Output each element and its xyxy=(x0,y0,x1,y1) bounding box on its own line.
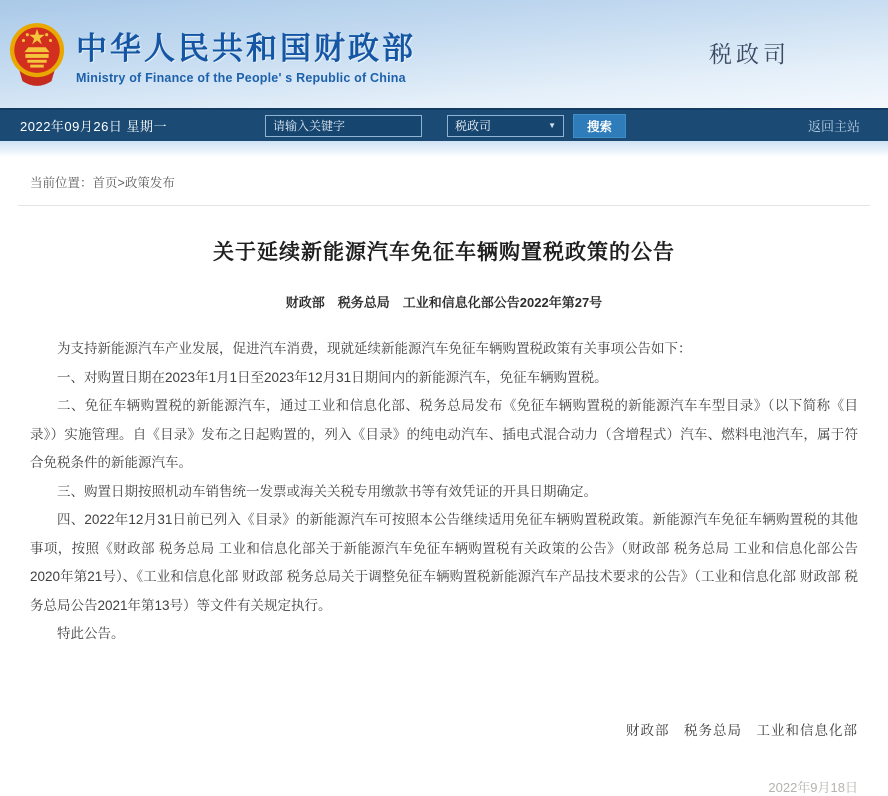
navbar xyxy=(0,108,888,141)
brand xyxy=(0,18,416,90)
document-number: 财政部 税务总局 工业和信息化部公告2022年第27号 xyxy=(285,295,603,310)
search-button[interactable]: 搜索 xyxy=(573,114,626,138)
article-paragraph: 为支持新能源汽车产业发展，促进汽车消费，现就延续新能源汽车免征车辆购置税政策有关事项公告如下： xyxy=(57,341,692,356)
article-paragraph: 特此公告。 xyxy=(57,626,125,641)
breadcrumb-path[interactable]: 首页>政策发布 xyxy=(92,176,175,190)
article-paragraph: 三、购置日期按照机动车销售统一发票或海关关税专用缴款书等有效凭证的开具日期确定。 xyxy=(57,483,597,499)
breadcrumb-label: 当前位置： xyxy=(30,176,93,190)
department-name: 税政司 xyxy=(709,41,790,67)
article-paragraph: 二、免征车辆购置税的新能源汽车，通过工业和信息化部、税务总局发布《免征车辆购置税的新能源汽车车型目录》（以下简称《目录》）实施管理。自《目录》发布之日起购置的，列入《目录》的纯电动汽车、插电式混合动力（含增程式）汽车、燃料电池汽车，属于符合免税条件的新能源汽车。 xyxy=(30,398,858,470)
current-date: 2022年09月26日 星期一 xyxy=(20,119,167,134)
breadcrumb xyxy=(0,157,888,203)
issuing-agencies: 财政部 税务总局 工业和信息化部 xyxy=(626,722,858,738)
site-title: 中华人民共和国财政部 xyxy=(76,31,416,66)
search-scope-select[interactable] xyxy=(447,115,564,137)
search-scope-value: 税政司 xyxy=(455,119,492,133)
article-title: 关于延续新能源汽车免征车辆购置税政策的公告 xyxy=(213,241,675,264)
article-paragraph: 四、2022年12月31日前已列入《目录》的新能源汽车可按照本公告继续适用免征车辆购置税政策。新能源汽车免征车辆购置税的其他事项，按照《财政部 税务总局 工业和信息化部关于新能源汽车免征车辆购置税有关政策的公告》（财政部 税务总局 工业和信息化部公告2020年第21号）、《工业和信息化部 财政部 税务总局关于调整免征车辆购置税新能源汽车产品技术要求的公告》（工业和信息化部 财政部 税务总局公告2021年第13号）等文件有关规定执行。 xyxy=(30,512,858,613)
search-input[interactable] xyxy=(265,115,422,137)
header-divider-strip xyxy=(0,141,888,157)
article-paragraph: 一、对购置日期在2023年1月1日至2023年12月31日期间内的新能源汽车，免征车辆购置税。 xyxy=(57,369,608,385)
article-body xyxy=(30,335,858,649)
national-emblem-icon xyxy=(8,20,66,90)
chevron-down-icon: ▼ xyxy=(548,121,556,130)
site-header xyxy=(0,0,888,108)
brand-text xyxy=(76,23,416,85)
return-home-link[interactable]: 返回主站 xyxy=(807,119,860,134)
breadcrumb-divider xyxy=(18,205,870,206)
issue-date: 2022年9月18日 xyxy=(768,779,858,795)
announcement-article xyxy=(0,236,888,796)
site-subtitle: Ministry of Finance of the People' s Republic of China xyxy=(76,71,406,85)
